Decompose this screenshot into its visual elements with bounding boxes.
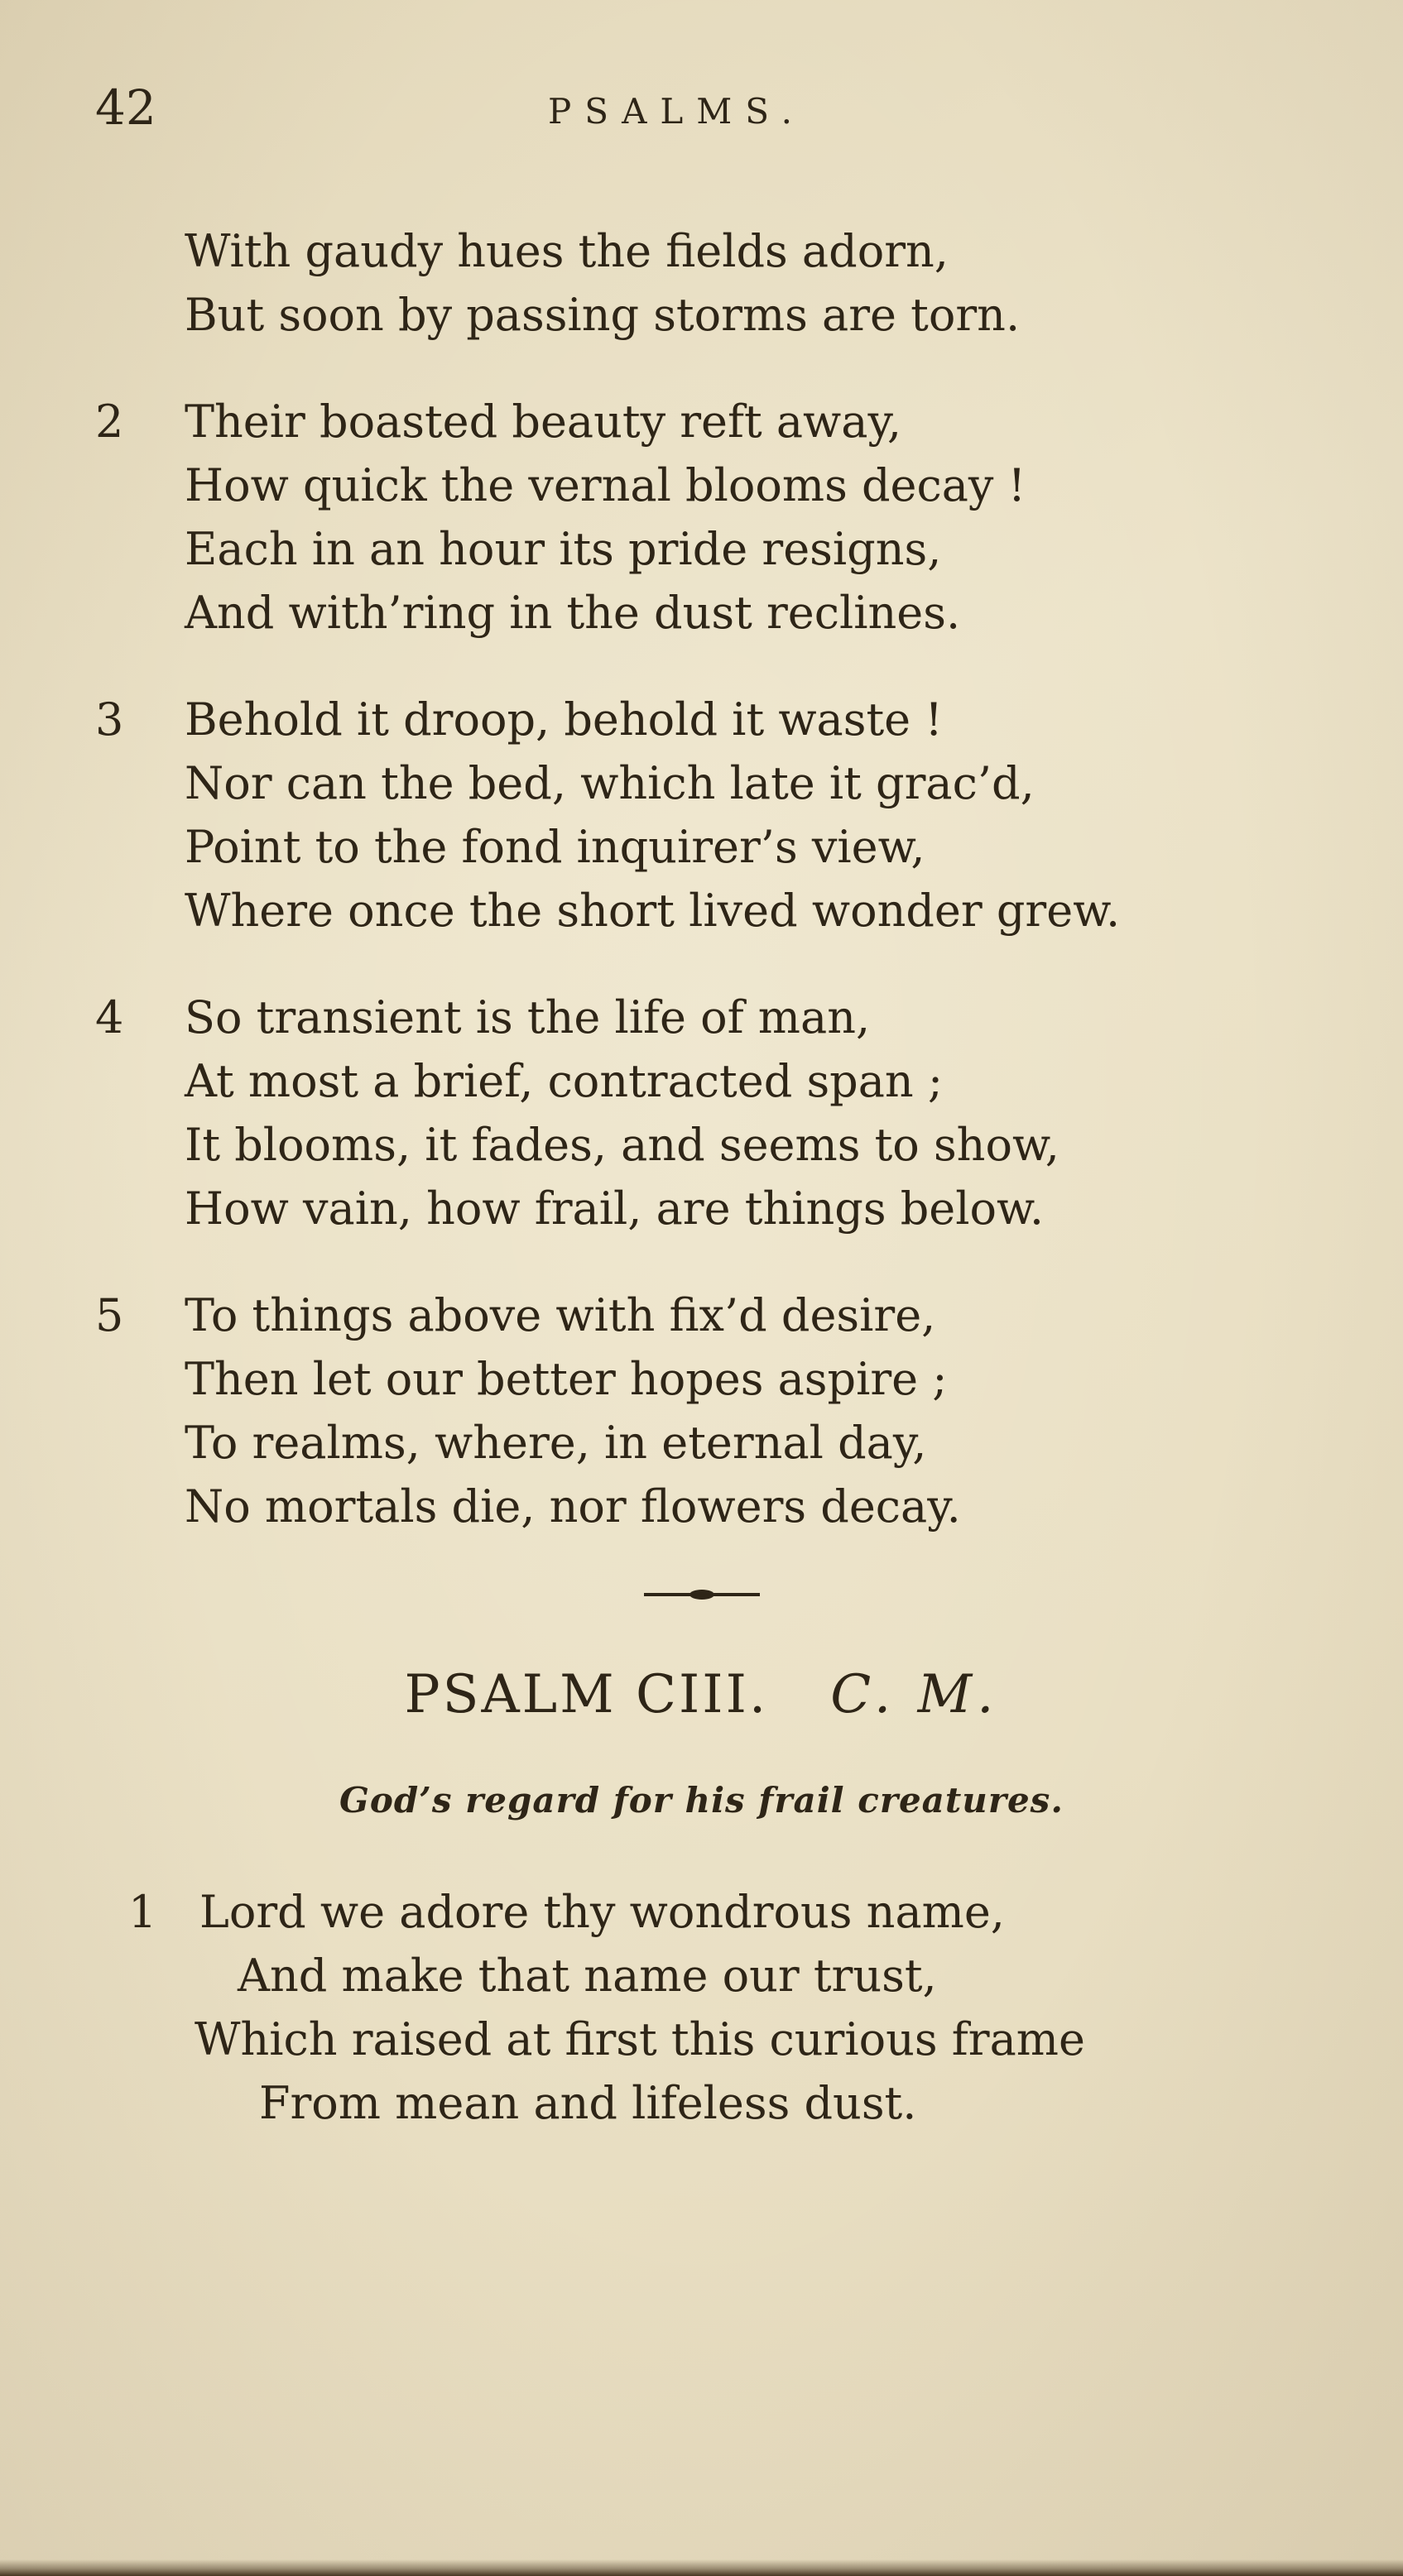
page-number: 42 — [95, 79, 156, 136]
verse-line: Each in an hour its pride resigns, — [185, 523, 942, 575]
verse-line: Lord we adore thy wondrous name, — [199, 1886, 1005, 1938]
verse-line: From mean and lifeless dust. — [259, 2077, 917, 2129]
stanza-number: 3 — [95, 693, 124, 746]
verse-line: How quick the vernal blooms decay ! — [185, 459, 1026, 511]
verse-line: Behold it droop, behold it waste ! — [185, 693, 943, 746]
running-header: PSALMS. — [548, 91, 805, 132]
divider-rule-right — [712, 1593, 760, 1596]
verse-line: With gaudy hues the fields adorn, — [185, 225, 949, 277]
page-header — [95, 79, 1308, 137]
stanza-continuation — [95, 219, 1308, 347]
verse-line: To things above with fix’d desire, — [185, 1289, 936, 1341]
verse-line: Which raised at first this curious frame — [195, 2013, 1085, 2065]
stanza-ciii-1 — [95, 1880, 1308, 2135]
psalm-subtitle: God’s regard for his frail creatures. — [339, 1780, 1064, 1820]
verse-line: To realms, where, in eternal day, — [185, 1417, 927, 1469]
divider-ornament — [689, 1590, 714, 1600]
psalm-title: PSALM CIII. — [404, 1664, 769, 1725]
verse-line: And with’ring in the dust reclines. — [185, 587, 961, 639]
verse-line: How vain, how frail, are things below. — [185, 1182, 1044, 1235]
verse-line: At most a brief, contracted span ; — [185, 1055, 944, 1107]
stanza-2 — [95, 390, 1308, 645]
verse-line: Their boasted beauty reft away, — [185, 396, 901, 448]
stanza-5 — [95, 1283, 1308, 1538]
stanza-3 — [95, 688, 1308, 943]
verse-line: It blooms, it fades, and seems to show, — [185, 1119, 1059, 1171]
section-divider — [95, 1590, 1308, 1600]
verse-line: So transient is the life of man, — [185, 991, 871, 1043]
psalm-heading — [95, 1664, 1308, 1725]
divider-rule-left — [644, 1593, 692, 1596]
stanza-number: 4 — [95, 991, 124, 1043]
verse-line: But soon by passing storms are torn. — [185, 289, 1021, 341]
psalm-meter: C. M. — [830, 1664, 999, 1725]
page-edge-shadow — [0, 2559, 1403, 2576]
stanza-number: 5 — [95, 1289, 124, 1341]
verse-line: And make that name our trust, — [238, 1950, 937, 2002]
verse-line: Where once the short lived wonder grew. — [185, 885, 1121, 937]
verse-line: No mortals die, nor flowers decay. — [185, 1480, 961, 1533]
stanza-4 — [95, 986, 1308, 1240]
verse-line: Then let our better hopes aspire ; — [185, 1353, 948, 1405]
verse-line: Point to the fond inquirer’s view, — [185, 821, 925, 873]
verse-line: Nor can the bed, which late it grac’d, — [185, 757, 1035, 809]
stanza-number: 1 — [128, 1886, 157, 1938]
stanza-number: 2 — [95, 396, 124, 448]
